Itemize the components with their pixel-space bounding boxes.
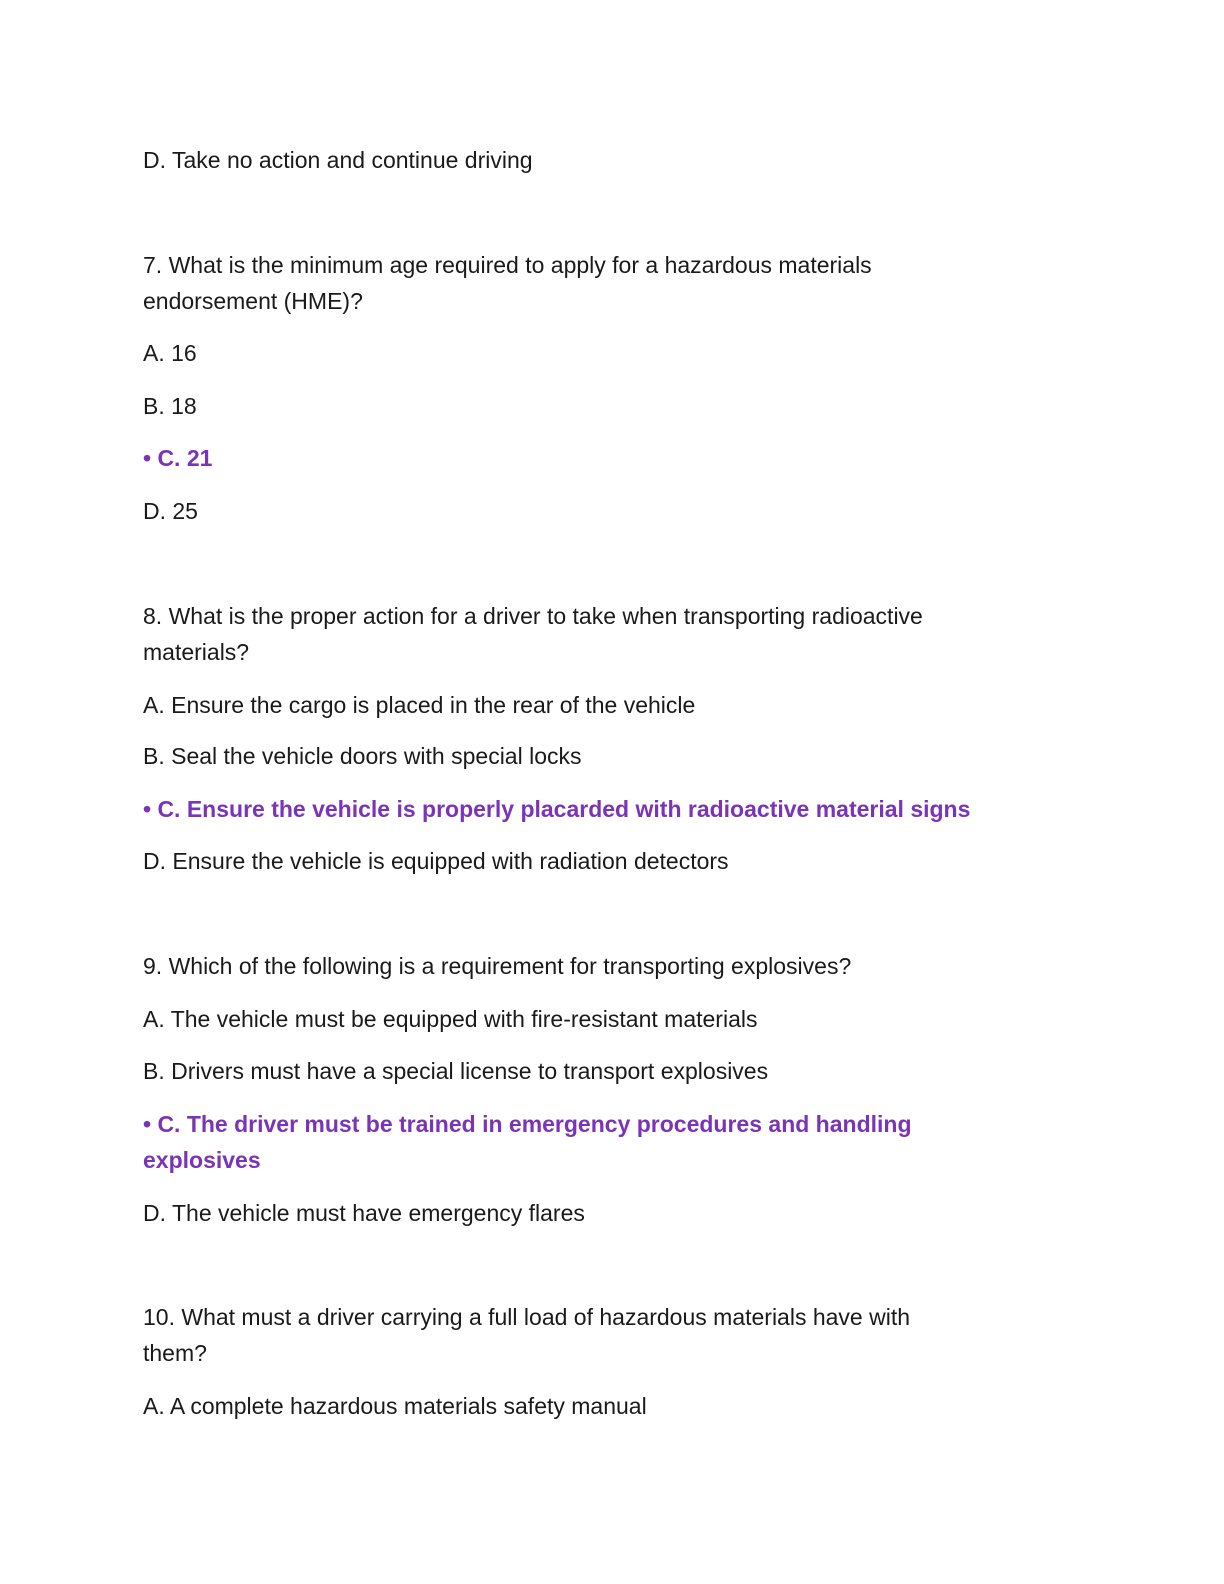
question-9-option-d: D. The vehicle must have emergency flares bbox=[143, 1200, 585, 1226]
question-10-text-line-1: 10. What must a driver carrying a full load of hazardous materials have with bbox=[143, 1304, 911, 1330]
question-7-text-line-2: endorsement (HME)? bbox=[143, 288, 363, 314]
question-8-text-line-1: 8. What is the proper action for a driver to take when transporting radioactive bbox=[143, 603, 923, 629]
question-9-correct-option-c-line-2: explosives bbox=[143, 1147, 261, 1173]
question-8-option-a: A. Ensure the cargo is placed in the rear of the vehicle bbox=[143, 692, 696, 718]
question-10-option-a: A. A complete hazardous materials safety manual bbox=[143, 1393, 647, 1419]
question-7-option-a: A. 16 bbox=[143, 340, 197, 366]
carryover-option-d: D. Take no action and continue driving bbox=[143, 147, 533, 173]
question-8-correct-option-c: • C. Ensure the vehicle is properly placarded with radioactive material signs bbox=[143, 796, 971, 822]
question-7-option-d: D. 25 bbox=[143, 498, 198, 524]
question-8-text-line-2: materials? bbox=[143, 639, 250, 665]
question-8-option-b: B. Seal the vehicle doors with special locks bbox=[143, 743, 582, 769]
question-7-correct-option-c: • C. 21 bbox=[143, 445, 213, 471]
question-9-correct-option-c-line-1: • C. The driver must be trained in emergency procedures and handling bbox=[143, 1111, 912, 1137]
question-9-option-a: A. The vehicle must be equipped with fire-resistant materials bbox=[143, 1006, 758, 1032]
question-7-option-b: B. 18 bbox=[143, 393, 197, 419]
question-8-option-d: D. Ensure the vehicle is equipped with radiation detectors bbox=[143, 848, 729, 874]
question-9-option-b: B. Drivers must have a special license to transport explosives bbox=[143, 1058, 769, 1084]
question-10-text-line-2: them? bbox=[143, 1340, 207, 1366]
question-9-text: 9. Which of the following is a requirement for transporting explosives? bbox=[143, 953, 852, 979]
question-7-text-line-1: 7. What is the minimum age required to apply for a hazardous materials bbox=[143, 252, 872, 278]
